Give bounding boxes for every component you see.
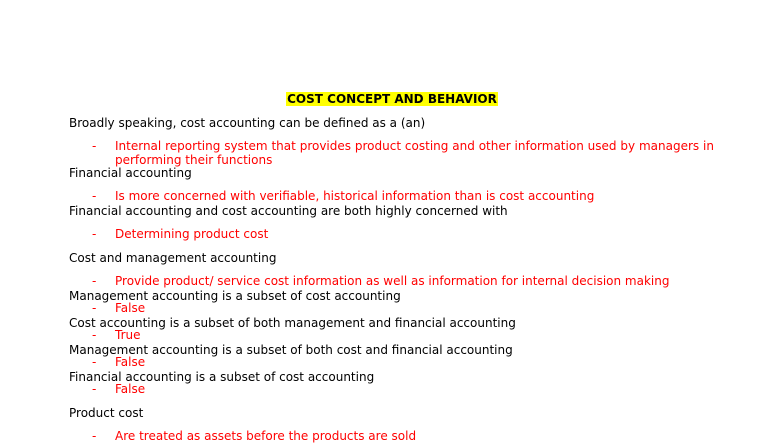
answer-1 bbox=[92, 140, 714, 167]
question-2: Financial accounting bbox=[69, 166, 192, 180]
answer-9 bbox=[92, 430, 714, 444]
answer-7-bullet: - bbox=[92, 355, 97, 369]
question-3: Financial accounting and cost accounting are both highly concerned with bbox=[69, 204, 508, 218]
question-7: Management accounting is a subset of both cost and financial accounting bbox=[69, 343, 513, 357]
answer-2-text: Is more concerned with verifiable, historical information than is cost accounting bbox=[115, 189, 595, 203]
answer-1-text: Internal reporting system that provides product costing and other information used by managers in performing their functions bbox=[115, 139, 714, 167]
answer-2-bullet: - bbox=[92, 189, 97, 203]
answer-4-bullet: - bbox=[92, 274, 97, 288]
answer-1-bullet: - bbox=[92, 139, 97, 153]
question-5: Management accounting is a subset of cost accounting bbox=[69, 289, 401, 303]
document-title bbox=[0, 92, 784, 107]
answer-3-bullet: - bbox=[92, 227, 97, 241]
answer-8-text: False bbox=[115, 382, 146, 396]
answer-4 bbox=[92, 275, 714, 289]
answer-8 bbox=[92, 383, 714, 397]
answer-8-bullet: - bbox=[92, 382, 97, 396]
answer-5-bullet: - bbox=[92, 301, 97, 315]
question-4: Cost and management accounting bbox=[69, 251, 277, 265]
answer-9-bullet: - bbox=[92, 429, 97, 443]
answer-3-text: Determining product cost bbox=[115, 227, 269, 241]
question-9: Product cost bbox=[69, 406, 144, 420]
answer-7 bbox=[92, 356, 714, 370]
answer-5-text: False bbox=[115, 301, 146, 315]
answer-6 bbox=[92, 329, 714, 343]
answer-2 bbox=[92, 190, 714, 204]
answer-5 bbox=[92, 302, 714, 316]
document-title-text: COST CONCEPT AND BEHAVIOR bbox=[287, 92, 497, 106]
answer-3 bbox=[92, 228, 714, 242]
question-6: Cost accounting is a subset of both management and financial accounting bbox=[69, 316, 516, 330]
answer-6-bullet: - bbox=[92, 328, 97, 342]
answer-7-text: False bbox=[115, 355, 146, 369]
answer-9-text: Are treated as assets before the products are sold bbox=[115, 429, 417, 443]
question-8: Financial accounting is a subset of cost accounting bbox=[69, 370, 375, 384]
answer-4-text: Provide product/ service cost information as well as information for internal decision making bbox=[115, 274, 670, 288]
answer-6-text: True bbox=[115, 328, 141, 342]
question-1: Broadly speaking, cost accounting can be defined as a (an) bbox=[69, 116, 426, 130]
